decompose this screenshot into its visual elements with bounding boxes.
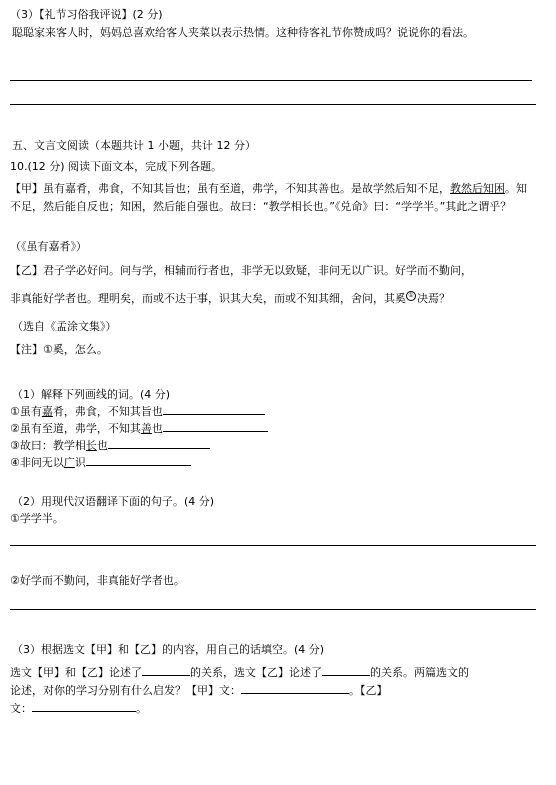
- passage-yi-source: （选自《孟涂文集》）: [12, 320, 117, 333]
- passage-yi-line1: 【乙】君子学必好问。问与学，相辅而行者也，非学无以致疑，非问无以广识。好学而不勤问，: [10, 264, 472, 277]
- q3-top-body: 聪聪家来客人时，妈妈总喜欢给客人夹菜以表示热情。这种待客礼节你赞成吗？说说你的看法。: [12, 26, 474, 39]
- answer-line-1[interactable]: [10, 80, 532, 81]
- section-heading: 五、文言文阅读（本题共计 1 小题，共计 12 分）: [12, 139, 256, 152]
- q1-item-1: ①虽有嘉肴，弗食，不知其旨也: [10, 403, 556, 420]
- q3-blank-4[interactable]: [32, 700, 136, 712]
- underlined-phrase: 教然后知困: [450, 182, 505, 195]
- q3-blank-1[interactable]: [142, 664, 190, 676]
- q3-line-1: 选文【甲】和【乙】论述了 的关系，选文【乙】论述了 的关系。两篇选文的: [10, 666, 469, 679]
- q1-item-3: ③故曰：教学相长也: [10, 437, 556, 454]
- q2-sentence-1: ①学学半。: [10, 512, 64, 525]
- footnote: 【注】①奚，怎么。: [10, 343, 108, 356]
- q1-heading: （1）解释下列画线的词。(4 分): [12, 388, 171, 401]
- q2-heading: （2）用现代汉语翻译下面的句子。(4 分): [12, 495, 215, 508]
- q3-heading: （3）根据选文【甲】和【乙】的内容，用自己的话填空。(4 分): [12, 643, 325, 656]
- footnote-mark: ①: [406, 291, 416, 301]
- q1-item-4: ④非问无以广识: [10, 454, 556, 471]
- question-intro: 10.(12 分) 阅读下面文本，完成下列各题。: [10, 160, 223, 173]
- blank-1[interactable]: [163, 403, 265, 415]
- passage-yi-label: 【乙】: [10, 264, 43, 277]
- q1-item-2: ②虽有至道，弗学，不知其善也: [10, 420, 556, 437]
- q2-answer-line-2[interactable]: [10, 609, 536, 610]
- passage-jia: 【甲】虽有嘉肴，弗食，不知其旨也；虽有至道，弗学，不知其善也。是故学然后知不足，教然后知困。知不足，然后能自反也；知困，然后能自强也。故曰：“教学相长也。”《兑命》曰：“学学半。”其此之谓乎？: [10, 182, 527, 213]
- passage-jia-source: （《虽有嘉肴》）: [10, 240, 87, 253]
- passage-jia-label: 【甲】: [10, 182, 43, 195]
- q3-blank-3[interactable]: [241, 682, 349, 694]
- q2-answer-line-1[interactable]: [10, 545, 536, 546]
- answer-line-2[interactable]: [10, 104, 536, 105]
- q3-line-3: 文： 。: [10, 702, 147, 715]
- q2-sentence-2: ②好学而不勤问，非真能好学者也。: [10, 574, 185, 587]
- blank-3[interactable]: [108, 437, 210, 449]
- blank-4[interactable]: [86, 454, 191, 466]
- q3-top-heading: （3）【礼节习俗我评说】(2 分): [10, 8, 163, 21]
- blank-2[interactable]: [163, 420, 268, 432]
- passage-yi-line2: 非真能好学者也。理明矣，而或不达于事，识其大矣，而或不知其细，舍问，其奚 ① 决焉？: [10, 292, 450, 305]
- q3-line-2: 论述，对你的学习分别有什么启发？【甲】文： 。【乙】: [10, 684, 388, 697]
- q3-blank-2[interactable]: [322, 664, 370, 676]
